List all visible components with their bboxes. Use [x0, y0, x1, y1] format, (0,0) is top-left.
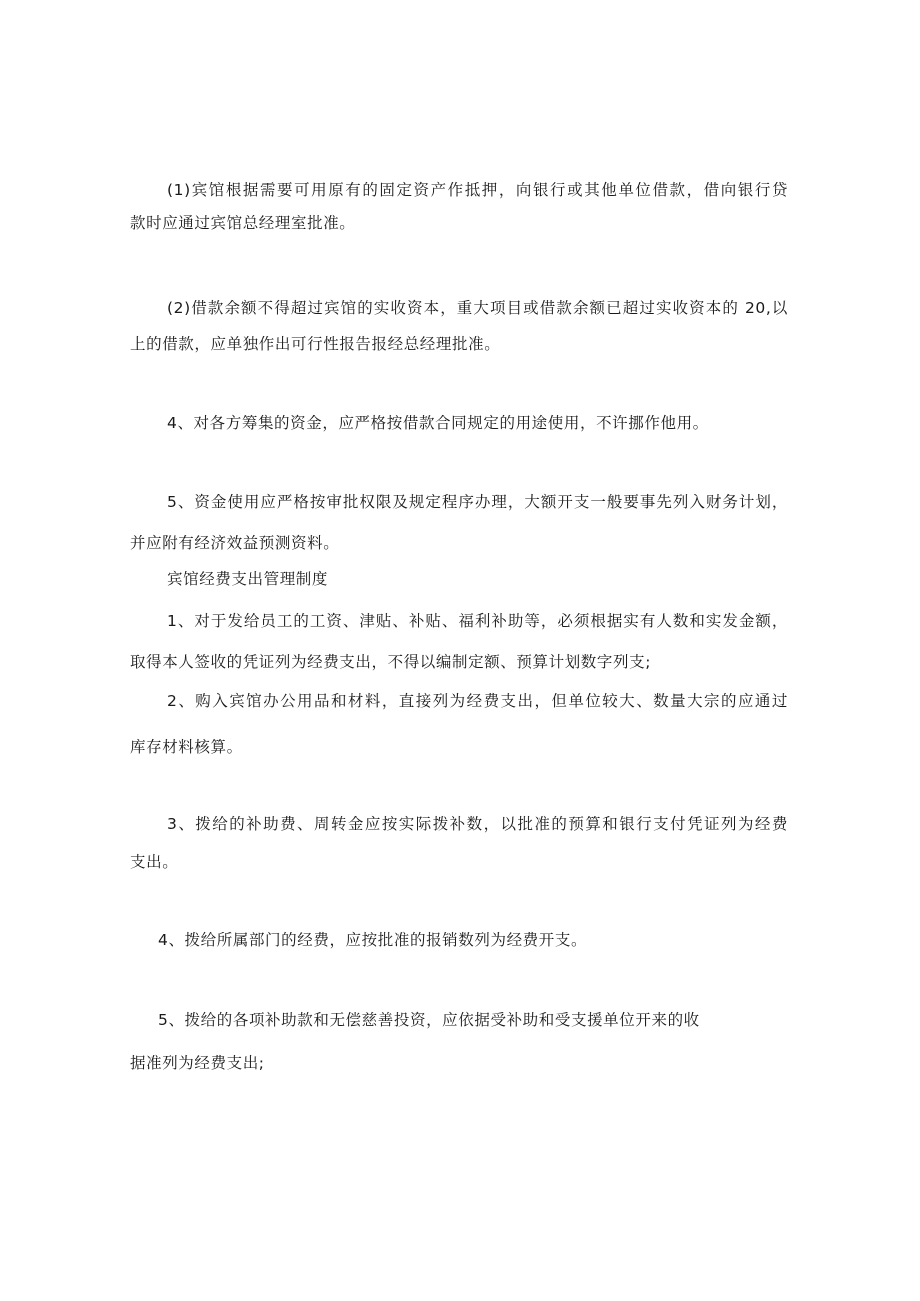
paragraph-4-line-2: 并应附有经济效益预测资料。	[130, 534, 340, 552]
section-heading: 宾馆经费支出管理制度	[167, 570, 329, 588]
paragraph-7-line-2: 支出。	[130, 853, 179, 871]
paragraph-1-line-1: (1)宾馆根据需要可用原有的固定资产作抵押，向银行或其他单位借款，借向银行贷	[167, 181, 788, 199]
paragraph-4-line-1: 5、资金使用应严格按审批权限及规定程序办理，大额开支一般要事先列入财务计划，	[167, 493, 788, 511]
paragraph-6-line-2: 库存材料核算。	[130, 738, 243, 756]
paragraph-9-line-1: 5、拨给的各项补助款和无偿慈善投资，应依据受补助和受支援单位开来的收	[158, 1011, 700, 1029]
paragraph-3-line-1: 4、对各方筹集的资金，应严格按借款合同规定的用途使用，不许挪作他用。	[167, 414, 709, 432]
paragraph-5-line-1: 1、对于发给员工的工资、津贴、补贴、福利补助等，必须根据实有人数和实发金额，	[167, 612, 788, 630]
paragraph-5-line-2: 取得本人签收的凭证列为经费支出，不得以编制定额、预算计划数字列支;	[130, 653, 652, 671]
paragraph-1-line-2: 款时应通过宾馆总经理室批准。	[130, 214, 356, 232]
paragraph-6-line-1: 2、购入宾馆办公用品和材料，直接列为经费支出，但单位较大、数量大宗的应通过	[167, 692, 788, 710]
paragraph-2-line-1: (2)借款余额不得超过宾馆的实收资本，重大项目或借款余额已超过实收资本的 20,以	[167, 299, 788, 317]
paragraph-2-line-2: 上的借款，应单独作出可行性报告报经总经理批准。	[130, 335, 501, 353]
paragraph-8-line-1: 4、拨给所属部门的经费，应按批准的报销数列为经费开支。	[158, 931, 588, 949]
paragraph-7-line-1: 3、拨给的补助费、周转金应按实际拨补数，以批准的预算和银行支付凭证列为经费	[167, 815, 788, 833]
paragraph-9-line-2: 据准列为经费支出;	[130, 1054, 265, 1072]
